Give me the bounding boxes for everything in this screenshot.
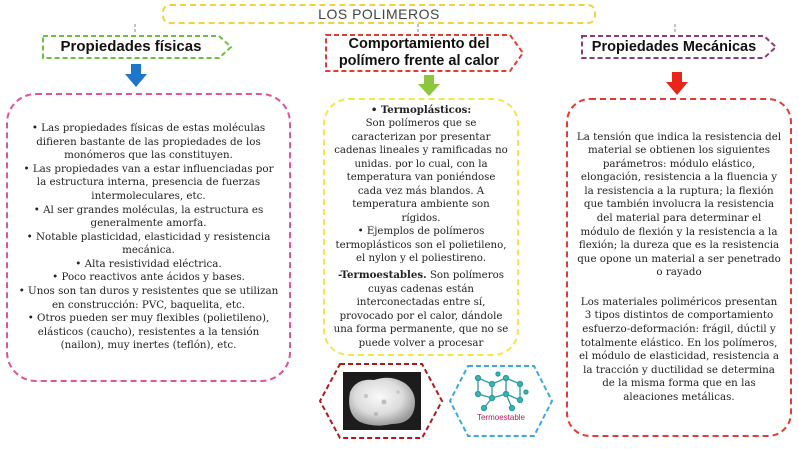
mechanical-properties-panel — [566, 98, 792, 437]
thermoset-text: Son polímeros cuyas cadenas están interconectadas entre sí, provocado por el calor, dándole una forma permanente, que no se puede volver a procesar — [333, 270, 509, 349]
arrow-down-icon — [125, 64, 147, 88]
physical-line-7: • Unos son tan duros y resistentes que se utilizan en construcción: PVC, baquelita, etc. — [18, 285, 279, 311]
thermoplastic-examples: • Ejemplos de polímeros termoplásticos son el polietileno, el nylon y el poliestireno. — [335, 226, 507, 264]
physical-properties-panel — [6, 93, 291, 382]
thermoset-heading: -Termoestables. — [338, 269, 427, 282]
arrow-down-icon — [418, 75, 440, 97]
thermoset-hexagon — [448, 364, 554, 438]
right-header: Propiedades Mecánicas — [591, 38, 757, 55]
arrow-down-icon — [666, 72, 688, 96]
page-title: LOS POLIMEROS — [162, 4, 596, 24]
mechanical-paragraph-1: La tensión que indica la resistencia del material se obtienen los siguientes parámetros: módulo elástico, elongación, resistencia a la fluencia y la resistencia a la ruptura; la flexión que también involucra la resistencia del material para determinar el módulo de flexión y la resistencia a la flexión; la dureza que es la resistencia que opone un material a ser penetrado o rayado — [576, 130, 782, 279]
physical-line-1: • Las propiedades físicas de estas moléculas difieren bastante de las propiedades de los monómeros que las constituyen. — [31, 122, 266, 162]
thermoplastic-text: Son polímeros que se caracterizan por presentar cadenas lineales y ramificadas no unidas. por lo cual, con la temperatura van poniéndose cada vez más blandos. A temperatura ambiente son rígidos. — [334, 118, 508, 224]
physical-line-3: • Al ser grandes moléculas, la estructura es generalmente amorfa. — [33, 203, 264, 230]
mechanical-paragraph-2: Los materiales poliméricos presentan 3 tipos distintos de comportamiento esfuerzo-deformación: frágil, dúctil y totalmente elástico. En los polímeros, el módulo de elasticidad, resistencia a la tracción y ductilidad se determina de la misma forma que en las aleaciones metálicas. — [578, 295, 780, 403]
heat-behavior-panel — [323, 98, 519, 356]
left-header: Propiedades físicas — [60, 38, 202, 56]
thermoset-label: Termoestable — [476, 413, 526, 422]
physical-line-6: • Poco reactivos ante ácidos y bases. — [52, 271, 245, 284]
physical-line-5: • Alta resistividad eléctrica. — [75, 257, 222, 270]
thermoplastic-image-hexagon — [318, 362, 444, 440]
physical-line-4: • Notable plasticidad, elasticidad y resistencia mecánica. — [26, 230, 271, 257]
center-header: Comportamiento del polímero frente al calor — [338, 36, 500, 69]
physical-line-8: • Otros pueden ser muy flexibles (polietileno), elásticos (caucho), resistentes a la tensión (nailon), muy inertes (teflón), etc. — [27, 312, 270, 352]
physical-line-2: • Las propiedades van a estar influenciadas por la estructura interna, presencia de fuerzas intermoleculares, etc. — [23, 162, 274, 202]
thermoplastic-heading: • Termoplásticos: — [370, 104, 472, 116]
